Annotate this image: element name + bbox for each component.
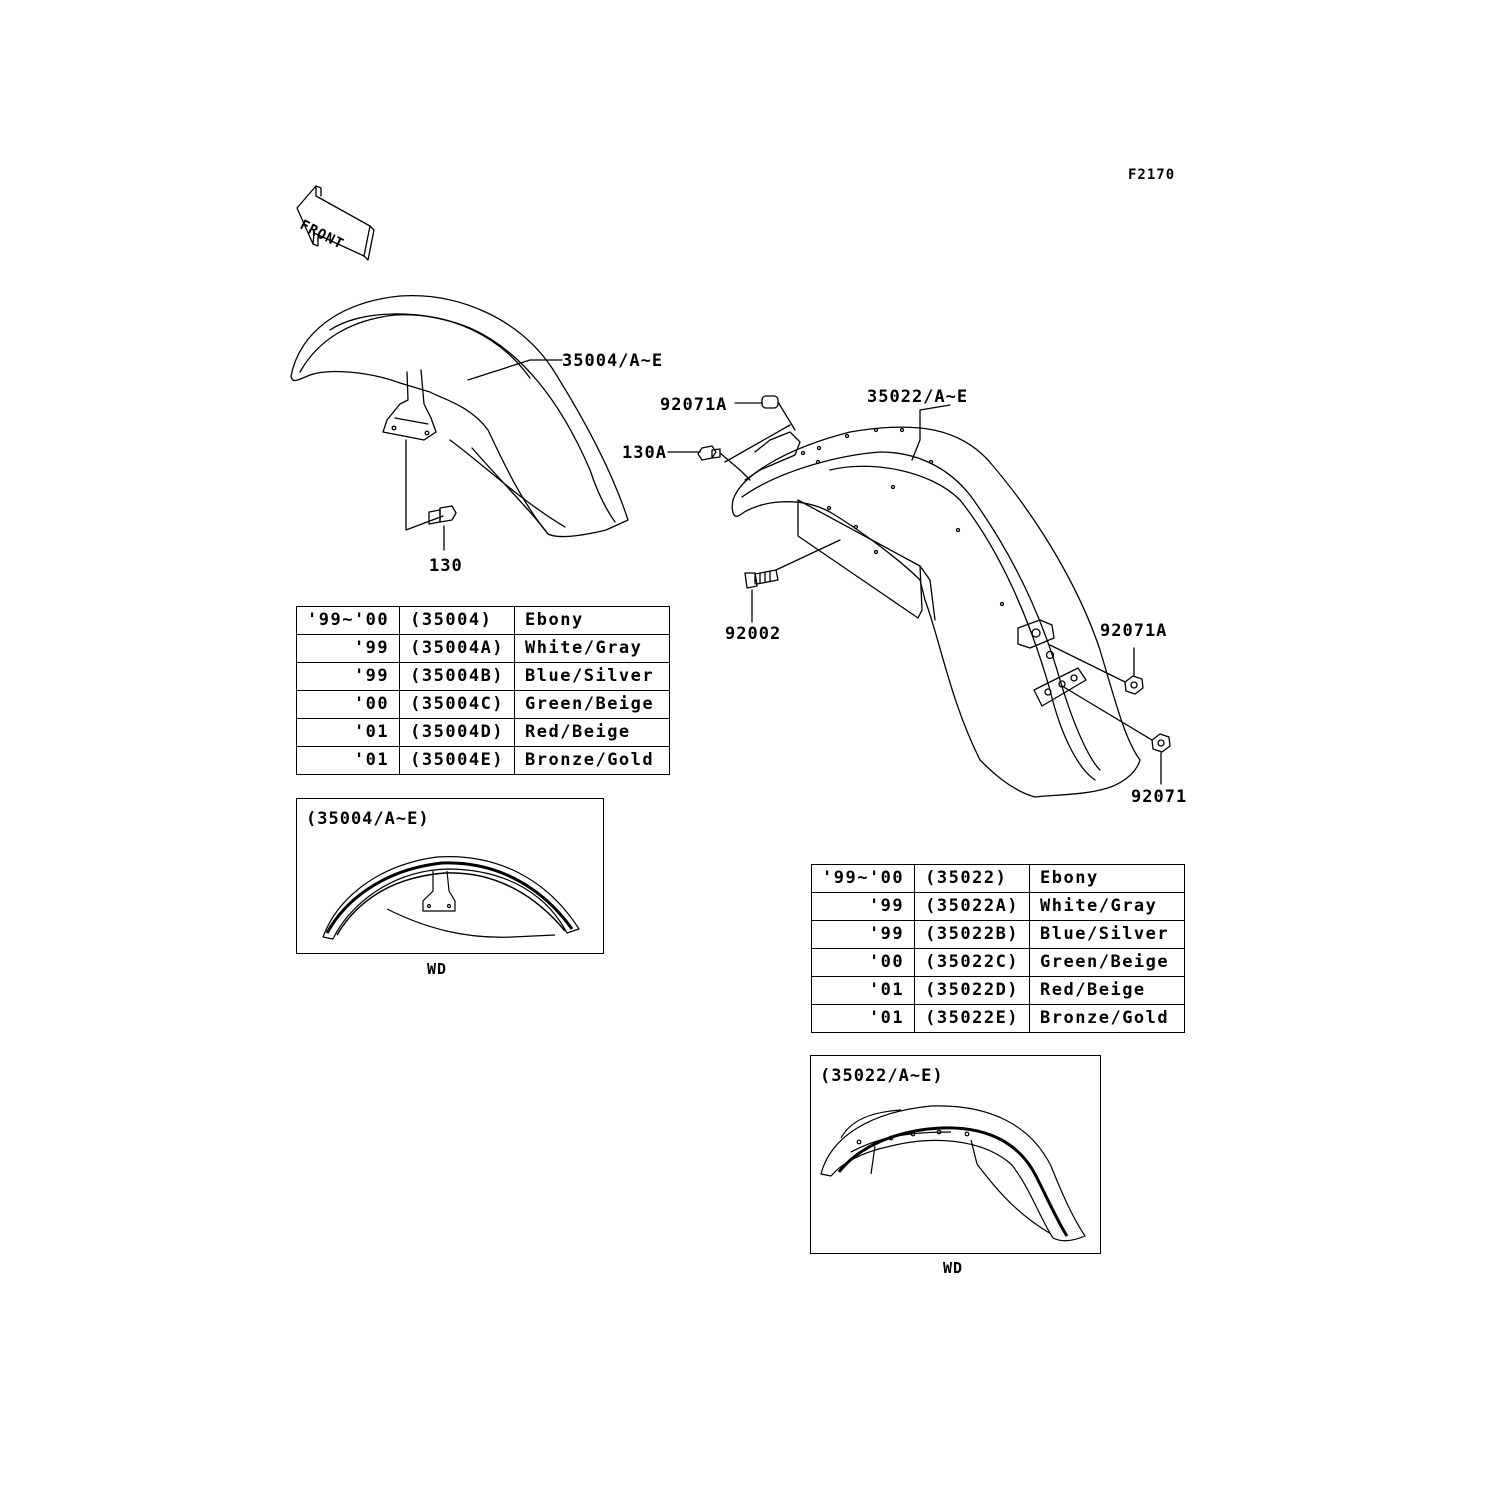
color-cell: Blue/Silver (515, 663, 670, 691)
part-number-cell: (35022A) (915, 893, 1030, 921)
part-number-cell: (35022) (915, 865, 1030, 893)
cushion-92071-bottom-icon (1062, 686, 1170, 784)
color-cell: White/Gray (1030, 893, 1185, 921)
rear-fender-stripe-drawing (811, 1056, 1102, 1255)
rear-color-table (811, 864, 1185, 1033)
year-cell: '01 (297, 747, 400, 775)
bolt-92002-icon (745, 540, 840, 622)
part-number-cell: (35004C) (400, 691, 515, 719)
year-cell: '01 (297, 719, 400, 747)
table-row (812, 977, 1185, 1005)
year-cell: '99~'00 (812, 865, 915, 893)
color-cell: Red/Beige (515, 719, 670, 747)
table-row (812, 865, 1185, 893)
color-cell: Bronze/Gold (515, 747, 670, 775)
front-fender (291, 296, 628, 537)
color-cell: White/Gray (515, 635, 670, 663)
year-cell: '01 (812, 977, 915, 1005)
rear-inset-caption: WD (943, 1259, 964, 1277)
part-number-cell: (35004) (400, 607, 515, 635)
table-row (812, 921, 1185, 949)
callout-130a: 130A (622, 443, 667, 463)
color-cell: Ebony (1030, 865, 1185, 893)
color-cell: Green/Beige (1030, 949, 1185, 977)
front-arrow-label: FRONT (297, 217, 347, 253)
callout-130: 130 (429, 556, 463, 576)
callout-92071a-side: 92071A (1100, 621, 1168, 641)
front-fender-stripe-drawing (297, 799, 605, 955)
year-cell: '99 (297, 635, 400, 663)
table-row (297, 719, 670, 747)
part-number-cell: (35004B) (400, 663, 515, 691)
table-row (297, 635, 670, 663)
callout-92071: 92071 (1131, 787, 1188, 807)
year-cell: '01 (812, 1005, 915, 1033)
inset-title: (35022/A~E) (820, 1066, 944, 1086)
callout-35004: 35004/A~E (562, 351, 664, 371)
color-cell: Red/Beige (1030, 977, 1185, 1005)
year-cell: '99 (297, 663, 400, 691)
callout-35022: 35022/A~E (867, 387, 969, 407)
table-row (812, 1005, 1185, 1033)
color-cell: Ebony (515, 607, 670, 635)
part-number-cell: (35004D) (400, 719, 515, 747)
table-row (297, 747, 670, 775)
figure-code: F2170 (1128, 167, 1176, 183)
color-cell: Green/Beige (515, 691, 670, 719)
rear-fender-inset (810, 1055, 1101, 1254)
part-number-cell: (35004E) (400, 747, 515, 775)
table-row (297, 691, 670, 719)
bolt-130a-icon (668, 425, 790, 480)
callout-92002: 92002 (725, 624, 782, 644)
rear-fender (732, 427, 1140, 797)
table-row (297, 663, 670, 691)
front-inset-caption: WD (427, 960, 448, 978)
year-cell: '99 (812, 921, 915, 949)
front-color-table (296, 606, 670, 775)
callout-92071a-top: 92071A (660, 395, 728, 415)
table-row (297, 607, 670, 635)
front-fender-inset (296, 798, 604, 954)
year-cell: '00 (812, 949, 915, 977)
table-row (812, 949, 1185, 977)
year-cell: '00 (297, 691, 400, 719)
part-number-cell: (35004A) (400, 635, 515, 663)
year-cell: '99~'00 (297, 607, 400, 635)
year-cell: '99 (812, 893, 915, 921)
cushion-92071a-top-icon (735, 396, 795, 430)
bolt-130-icon (406, 440, 456, 550)
part-number-cell: (35022D) (915, 977, 1030, 1005)
part-number-cell: (35022B) (915, 921, 1030, 949)
color-cell: Bronze/Gold (1030, 1005, 1185, 1033)
table-row (812, 893, 1185, 921)
part-number-cell: (35022C) (915, 949, 1030, 977)
color-cell: Blue/Silver (1030, 921, 1185, 949)
inset-title: (35004/A~E) (306, 809, 430, 829)
part-number-cell: (35022E) (915, 1005, 1030, 1033)
